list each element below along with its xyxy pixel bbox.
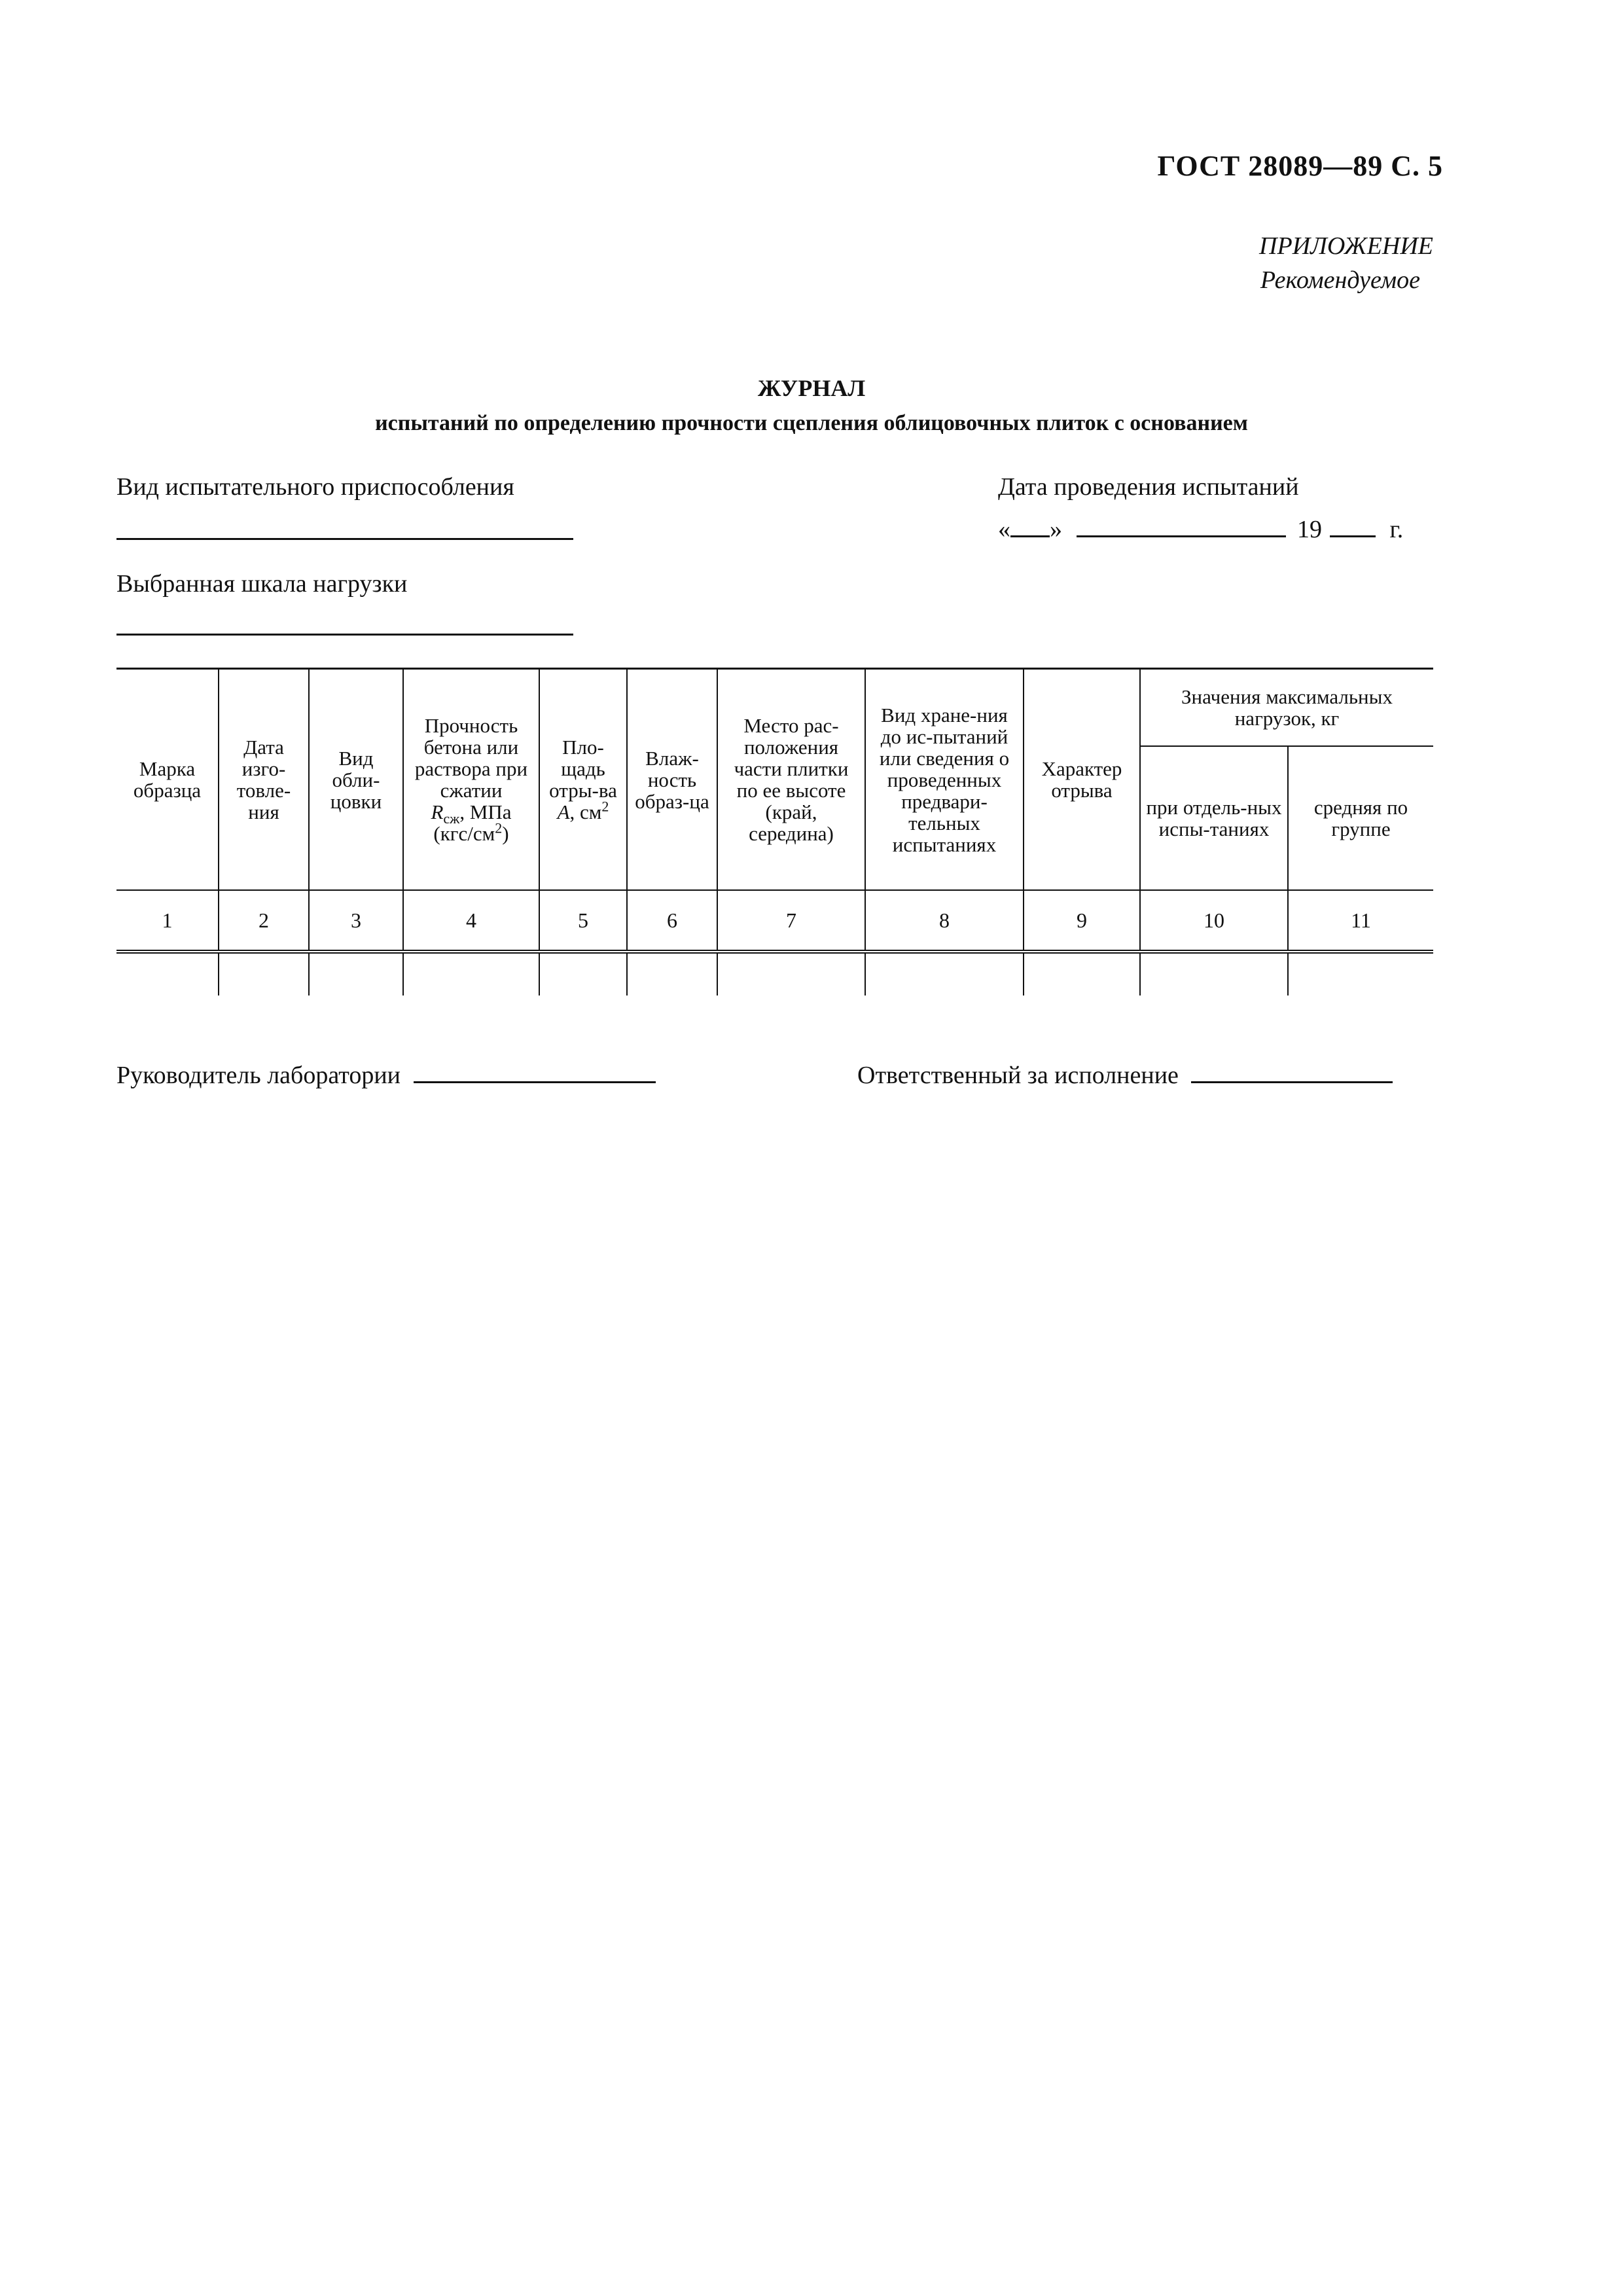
lab-head-label: Руководитель лаборатории xyxy=(116,1062,401,1089)
date-month-blank[interactable] xyxy=(1077,512,1286,537)
table-cell[interactable] xyxy=(1024,952,1140,996)
strength-unit-alt-sup: 2 xyxy=(495,819,503,836)
table-cell[interactable] xyxy=(219,952,309,996)
table-cell[interactable] xyxy=(116,952,219,996)
col-header-separation-area xyxy=(539,669,627,891)
date-year-suffix: г. xyxy=(1389,516,1404,543)
test-date-label: Дата проведения испытаний xyxy=(998,473,1299,501)
test-date-field xyxy=(998,512,1403,544)
col-number: 8 xyxy=(865,890,1024,952)
table-cell[interactable] xyxy=(539,952,627,996)
col-number: 9 xyxy=(1024,890,1140,952)
table-number-row xyxy=(116,890,1433,952)
date-open-quote: « xyxy=(998,516,1010,543)
appendix-status: Рекомендуемое xyxy=(1260,266,1420,294)
col-number: 5 xyxy=(539,890,627,952)
responsible-label: Ответственный за исполнение xyxy=(857,1062,1179,1089)
load-scale-field[interactable] xyxy=(116,634,573,636)
journal-subtitle: испытаний по определению прочности сцепления облицовочных плиток с основанием xyxy=(375,411,1248,435)
document-header: ГОСТ 28089—89 С. 5 xyxy=(1157,150,1443,182)
strength-unit: , МПа xyxy=(459,800,512,823)
col-header-facing-type: Вид обли-цовки xyxy=(309,669,403,891)
area-unit-sup: 2 xyxy=(601,798,609,815)
table-cell[interactable] xyxy=(627,952,717,996)
col-number: 11 xyxy=(1288,890,1433,952)
col-number: 2 xyxy=(219,890,309,952)
col-number: 7 xyxy=(717,890,865,952)
area-unit: , см xyxy=(569,800,602,823)
col-header-manufacture-date: Дата изго-товле-ния xyxy=(219,669,309,891)
col-header-individual-tests: при отдель-ных испы-таниях xyxy=(1140,746,1288,890)
table-cell[interactable] xyxy=(717,952,865,996)
appendix-block xyxy=(1259,229,1433,297)
col-header-strength-text: Прочность бетона или раствора при сжатии xyxy=(414,714,528,802)
area-text: Пло-щадь отры-ва xyxy=(549,736,617,802)
table-cell[interactable] xyxy=(1140,952,1288,996)
col-header-compressive-strength xyxy=(403,669,539,891)
strength-symbol-sub: сж xyxy=(443,810,460,827)
appendix-label: ПРИЛОЖЕНИЕ xyxy=(1259,232,1433,260)
strength-unit-alt: (кгс/см xyxy=(433,822,495,845)
table-cell[interactable] xyxy=(1288,952,1433,996)
device-type-field[interactable] xyxy=(116,538,573,540)
table-cell[interactable] xyxy=(309,952,403,996)
col-header-sample-mark: Марка образца xyxy=(116,669,219,891)
area-symbol: A xyxy=(557,800,570,823)
table-cell[interactable] xyxy=(865,952,1024,996)
table-cell[interactable] xyxy=(403,952,539,996)
col-header-storage: Вид хране-ния до ис-пытаний или сведения о проведенных предвари-тельных испытаниях xyxy=(865,669,1024,891)
col-number: 3 xyxy=(309,890,403,952)
device-type-label: Вид испытательного приспособления xyxy=(116,473,514,501)
date-day-blank[interactable] xyxy=(1010,512,1050,537)
col-header-group-average: средняя по группе xyxy=(1288,746,1433,890)
date-year-blank[interactable] xyxy=(1330,512,1376,537)
col-header-moisture: Влаж-ность образ-ца xyxy=(627,669,717,891)
journal-title: ЖУРНАЛ xyxy=(757,375,866,401)
responsible-signature-line[interactable] xyxy=(1191,1058,1393,1083)
col-header-tile-location: Место рас-положения части плитки по ее высоте (край, середина) xyxy=(717,669,865,891)
load-scale-label: Выбранная шкала нагрузки xyxy=(116,570,408,598)
col-number: 4 xyxy=(403,890,539,952)
date-year-prefix: 19 xyxy=(1297,516,1322,543)
col-number: 10 xyxy=(1140,890,1288,952)
table-row xyxy=(116,952,1433,996)
journal-table xyxy=(116,668,1433,996)
col-number: 6 xyxy=(627,890,717,952)
strength-unit-alt-end: ) xyxy=(502,822,509,845)
table-header-row xyxy=(116,669,1433,747)
responsible-signature xyxy=(857,1058,1393,1090)
date-close-quote: » xyxy=(1050,516,1062,543)
col-header-separation-character: Характер отрыва xyxy=(1024,669,1140,891)
lab-head-signature-line[interactable] xyxy=(414,1058,656,1083)
col-header-max-loads-group: Значения максимальных нагрузок, кг xyxy=(1140,669,1433,747)
lab-head-signature xyxy=(116,1058,656,1090)
col-number: 1 xyxy=(116,890,219,952)
strength-symbol: R xyxy=(431,800,444,823)
